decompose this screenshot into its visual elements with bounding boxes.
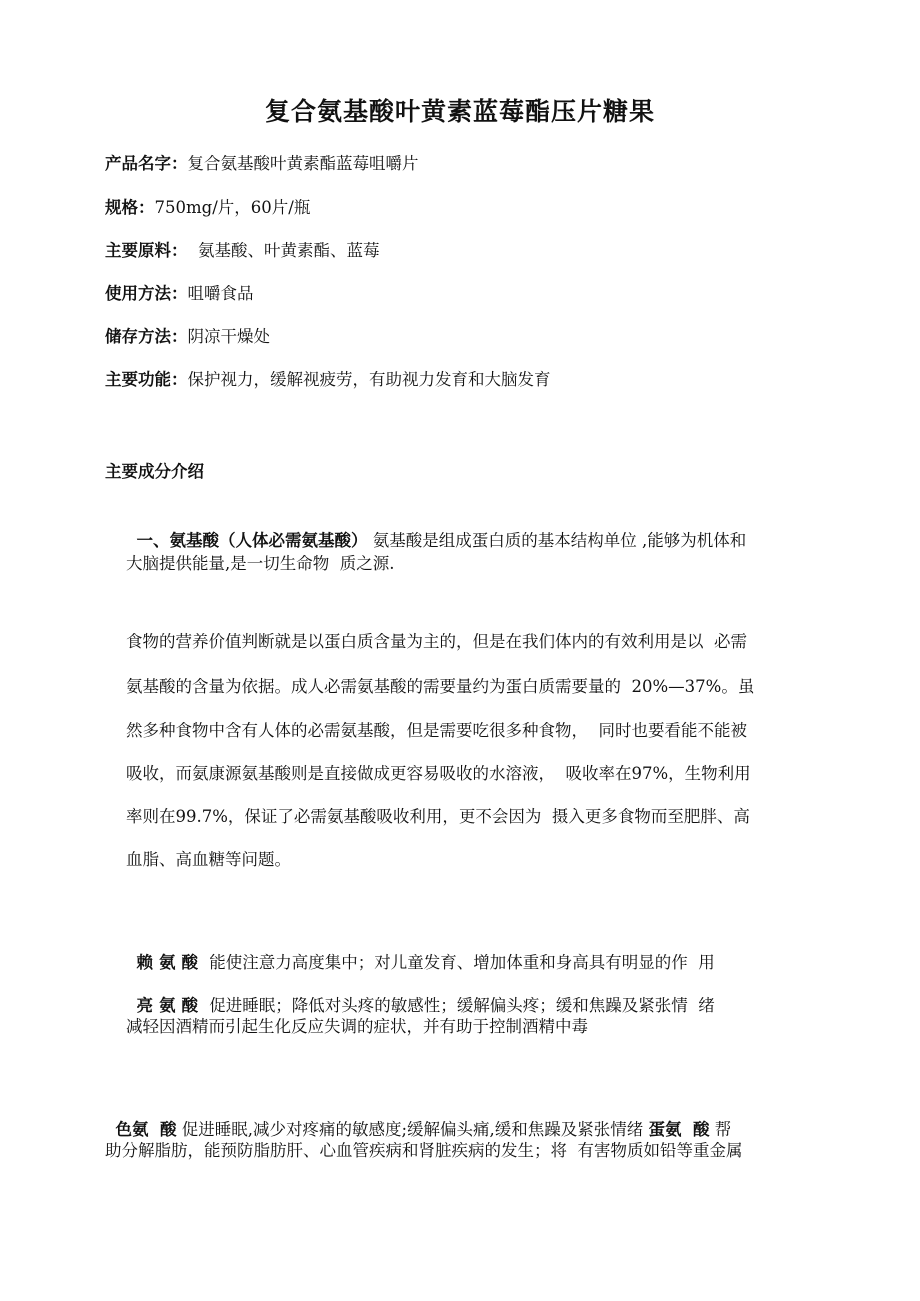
tryptophan-name: 色氨 酸 [115, 1120, 177, 1139]
nutrition-line: 血脂、高血糖等问题。 [126, 850, 291, 869]
field-label: 主要功能： [105, 370, 188, 389]
leucine-line [126, 973, 715, 1017]
amino-acid-paragraph [126, 508, 746, 552]
field-storage [105, 326, 270, 348]
field-label: 主要原料： [105, 241, 188, 260]
nutrition-line: 率则在99.7%，保证了必需氨基酸吸收利用，更不会因为 摄入更多食物而至肥胖、高 [126, 807, 750, 826]
lysine-name: 赖氨酸 [136, 953, 204, 972]
field-product-name [105, 153, 419, 175]
field-label: 储存方法： [105, 327, 188, 346]
nutrition-line: 吸收，而氨康源氨基酸则是直接做成更容易吸收的水溶液， 吸收率在97%，生物利用 [126, 764, 751, 783]
amino-acid-text: 氨基酸是组成蛋白质的基本结构单位 ,能够为机体和 [367, 531, 747, 550]
leucine-text: 促进睡眠；降低对头疼的敏感性；缓解偏头疼；缓和焦躁及紧张情 绪 [204, 996, 715, 1015]
amino-acid-line-2: 大脑提供能量,是一切生命物 质之源. [126, 554, 395, 573]
nutrition-line: 然多种食物中含有人体的必需氨基酸，但是需要吃很多种食物， 同时也要看能不能被 [126, 721, 747, 740]
methionine-name: 蛋氨 酸 [648, 1120, 710, 1139]
lysine-text: 能使注意力高度集中；对儿童发育、增加体重和身高具有明显的作 用 [204, 953, 715, 972]
field-value: 咀嚼食品 [187, 284, 254, 303]
nutrition-line: 食物的营养价值判断就是以蛋白质含量为主的，但是在我们体内的有效利用是以 必需 [126, 632, 747, 651]
field-function [105, 369, 551, 391]
field-label: 使用方法： [105, 284, 188, 303]
field-ingredients [105, 240, 380, 262]
leucine-line-2: 减轻因酒精而引起生化反应失调的症状，并有助于控制酒精中毒 [126, 1017, 588, 1036]
methionine-line-2: 助分解脂肪，能预防脂肪肝、心血管疾病和肾脏疾病的发生；将 有害物质如铅等重金属 [105, 1141, 743, 1160]
field-value: 750mg/片，60片/瓶 [154, 198, 311, 217]
tryptophan-text: 促进睡眠,减少对疼痛的敏感度;缓解偏头痛,缓和焦躁及紧张情绪 [176, 1120, 649, 1139]
nutrition-line: 氨基酸的含量为依据。成人必需氨基酸的需要量约为蛋白质需要量的 20%—37%。虽 [126, 677, 755, 696]
lysine-line [126, 930, 715, 974]
amino-acid-heading: 一、氨基酸（人体必需氨基酸） [136, 531, 368, 550]
field-usage [105, 283, 254, 305]
field-value: 阴凉干燥处 [187, 327, 270, 346]
field-value: 保护视力，缓解视疲劳，有助视力发育和大脑发育 [187, 370, 551, 389]
tryptophan-methionine-line [105, 1097, 731, 1141]
field-spec [105, 197, 310, 219]
field-value: 氨基酸、叶黄素酯、蓝莓 [187, 241, 380, 260]
section-heading: 主要成分介绍 [105, 462, 204, 481]
document-title: 复合氨基酸叶黄素蓝莓酯压片糖果 [264, 97, 655, 126]
field-label: 规格： [105, 198, 155, 217]
leucine-name: 亮氨酸 [136, 996, 204, 1015]
field-value: 复合氨基酸叶黄素酯蓝莓咀嚼片 [187, 154, 419, 173]
methionine-text: 帮 [709, 1120, 732, 1139]
field-label: 产品名字： [105, 154, 188, 173]
